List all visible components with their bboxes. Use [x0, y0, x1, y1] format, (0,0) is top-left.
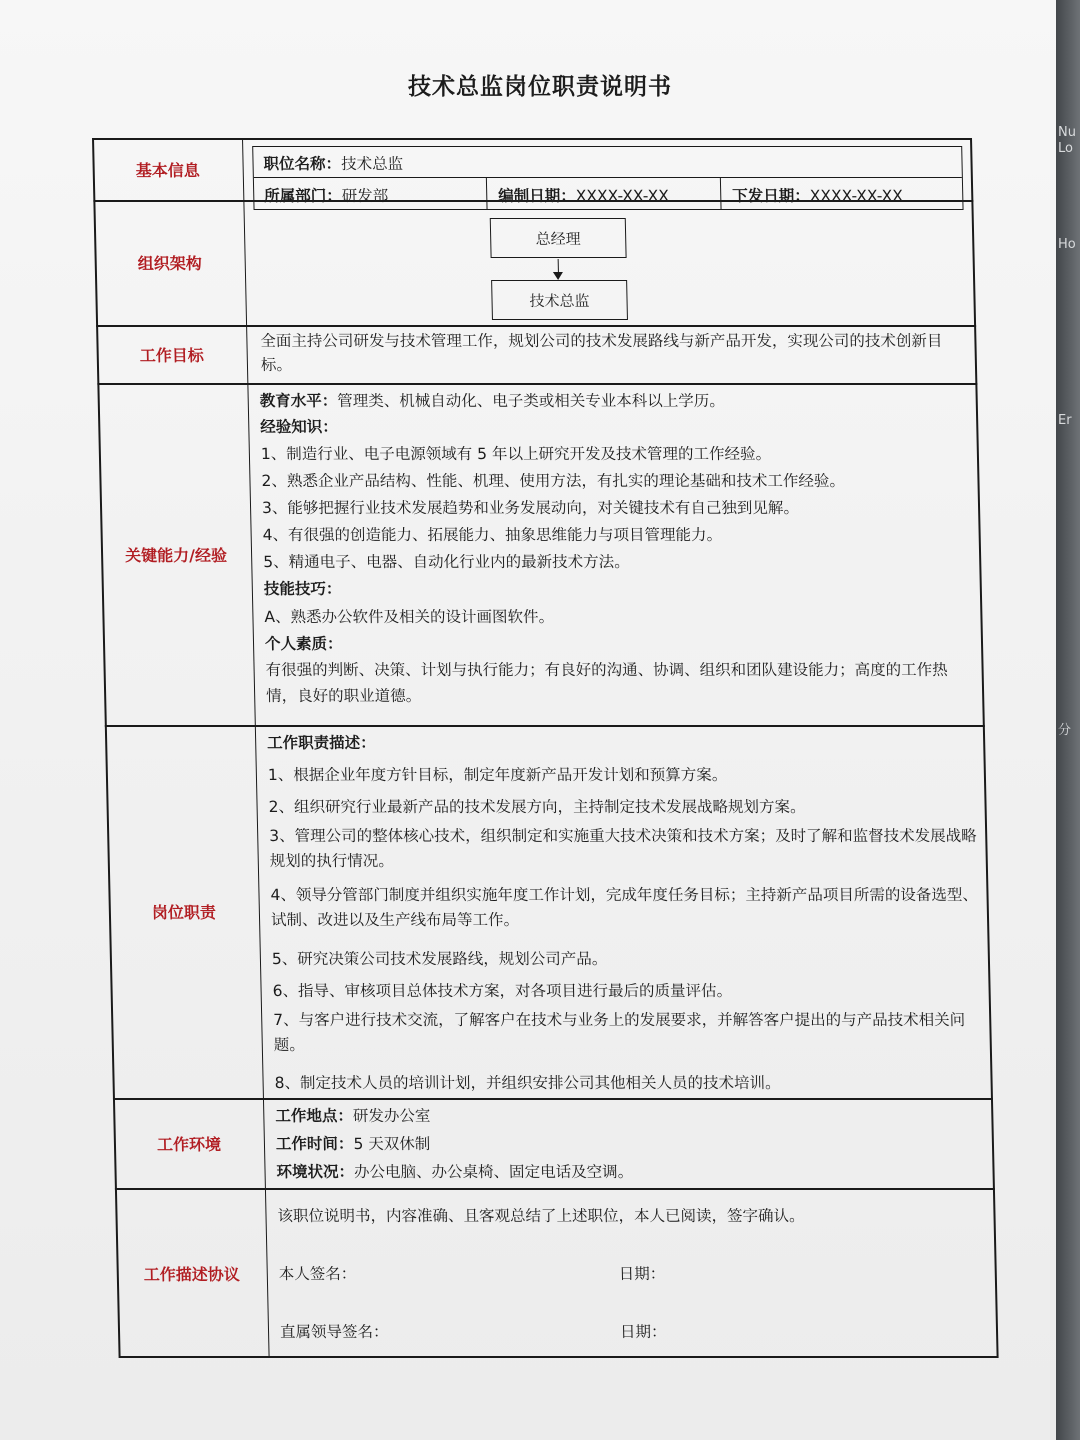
department-value: 研发部 — [341, 187, 389, 205]
duty-item: 3、管理公司的整体核心技术，组织制定和实施重大技术决策和技术方案；及时了解和监督技术发展战略规划的执行情况。 — [269, 827, 977, 870]
duty-item: 8、制定技术人员的培训计划，并组织安排公司其他相关人员的技术培训。 — [274, 1074, 781, 1092]
compiled-date-key: 编制日期： — [498, 187, 576, 205]
org-box-general-manager: 总经理 — [490, 218, 627, 258]
skill-item: A、熟悉办公软件及相关的设计画图软件。 — [264, 608, 555, 626]
experience-item: 1、制造行业、电子电源领域有 5 年以上研究开发及技术管理的工作经验。 — [260, 445, 772, 463]
basic-info-row — [92, 138, 973, 205]
agreement-label: 工作描述协议 — [143, 1264, 240, 1284]
arrow-down-icon — [553, 272, 563, 280]
document-title: 技术总监岗位职责说明书 — [408, 74, 672, 100]
background-device — [1052, 0, 1080, 1440]
experience-heading: 经验知识： — [260, 418, 339, 436]
position-name-key: 职位名称： — [263, 155, 342, 173]
work-goal-label: 工作目标 — [139, 345, 204, 365]
agreement-statement: 该职位说明书，内容准确、且客观总结了上述职位，本人已阅读，签字确认。 — [277, 1207, 805, 1225]
duty-item: 1、根据企业年度方针目标，制定年度新产品开发计划和预算方案。 — [267, 766, 728, 784]
environment-condition-value: 办公电脑、办公桌椅、固定电话及空调。 — [353, 1163, 634, 1181]
experience-item: 3、能够把握行业技术发展趋势和业务发展动向，对关键技术有自己独到见解。 — [261, 499, 800, 517]
experience-item: 2、熟悉企业产品结构、性能、机理、使用方法，有扎实的理论基础和技术工作经验。 — [261, 472, 846, 490]
key-ability-content — [259, 383, 974, 725]
org-chart-label: 组织架构 — [137, 254, 202, 273]
self-signature-field[interactable]: 本人签名： — [278, 1265, 357, 1283]
work-time-key: 工作时间： — [275, 1135, 354, 1153]
duties-label: 岗位职责 — [151, 903, 217, 922]
org-connector — [558, 259, 559, 273]
skill-heading: 技能技巧： — [263, 580, 342, 598]
work-time-value: 5 天双休制 — [353, 1135, 431, 1153]
basic-info-label: 基本信息 — [135, 160, 200, 180]
agreement-content — [277, 1188, 989, 1358]
agreement-row — [115, 1188, 999, 1358]
duty-item: 5、研究决策公司技术发展路线，规划公司产品。 — [271, 950, 608, 968]
position-name-value: 技术总监 — [340, 155, 404, 173]
leader-date-field[interactable]: 日期： — [619, 1323, 667, 1341]
compiled-date-value: XXXX-XX-XX — [575, 187, 670, 205]
inner-divider — [254, 177, 962, 178]
leader-signature-field[interactable]: 直属领导签名： — [279, 1323, 389, 1341]
quality-heading: 个人素质： — [264, 635, 343, 653]
work-place-value: 研发办公室 — [352, 1107, 431, 1125]
work-environment-row — [113, 1098, 995, 1190]
quality-text: 有很强的判断、决策、计划与执行能力；有良好的沟通、协调、组织和团队建设能力；高度的工作热情，良好的职业道德。 — [265, 661, 948, 705]
department-key: 所属部门： — [264, 187, 342, 205]
education-key: 教育水平： — [259, 392, 338, 410]
org-chart-content — [253, 200, 966, 325]
experience-item: 5、精通电子、电器、自动化行业内的最新技术方法。 — [263, 553, 630, 571]
work-goal-content — [260, 325, 969, 383]
key-ability-row — [97, 383, 985, 727]
issued-date-value: XXXX-XX-XX — [809, 187, 904, 205]
duties-heading: 工作职责描述： — [267, 734, 376, 752]
device-key-text: Nu — [1058, 125, 1076, 140]
work-environment-content — [275, 1098, 985, 1188]
device-key-text: 分 — [1058, 723, 1072, 738]
duties-content — [267, 725, 983, 1098]
work-goal-row — [96, 325, 977, 385]
duties-row — [105, 725, 993, 1100]
work-environment-label: 工作环境 — [156, 1134, 222, 1154]
device-key-text: Er — [1058, 413, 1072, 428]
duty-item: 6、指导、审核项目总体技术方案，对各项目进行最后的质量评估。 — [272, 982, 733, 1000]
basic-info-content — [252, 138, 963, 205]
environment-condition-key: 环境状况： — [276, 1163, 355, 1181]
device-key-text: Ho — [1058, 237, 1076, 252]
key-ability-label: 关键能力/经验 — [124, 545, 228, 565]
work-goal-text: 全面主持公司研发与技术管理工作，规划公司的技术发展路线与新产品开发，实现公司的技术创新目标。 — [260, 332, 943, 374]
duty-item: 4、领导分管部门制度并组织实施年度工作计划，完成年度任务目标；主持新产品项目所需的设备选型、试制、改进以及生产线布局等工作。 — [270, 886, 979, 929]
duty-item: 2、组织研究行业最新产品的技术发展方向，主持制定技术发展战略规划方案。 — [268, 798, 806, 816]
org-chart-row — [93, 200, 976, 327]
work-place-key: 工作地点： — [275, 1107, 354, 1125]
self-date-field[interactable]: 日期： — [618, 1265, 666, 1283]
org-box-technical-director: 技术总监 — [491, 280, 628, 320]
device-key-text: Lo — [1058, 141, 1073, 156]
duty-item: 7、与客户进行技术交流，了解客户在技术与业务上的发展要求，并解答客户提出的与产品技术相关问题。 — [273, 1011, 966, 1054]
education-value: 管理类、机械自动化、电子类或相关专业本科以上学历。 — [337, 392, 725, 410]
issued-date-key: 下发日期： — [732, 187, 810, 205]
experience-item: 4、有很强的创造能力、拓展能力、抽象思维能力与项目管理能力。 — [262, 526, 723, 544]
job-description-form — [92, 138, 999, 1358]
